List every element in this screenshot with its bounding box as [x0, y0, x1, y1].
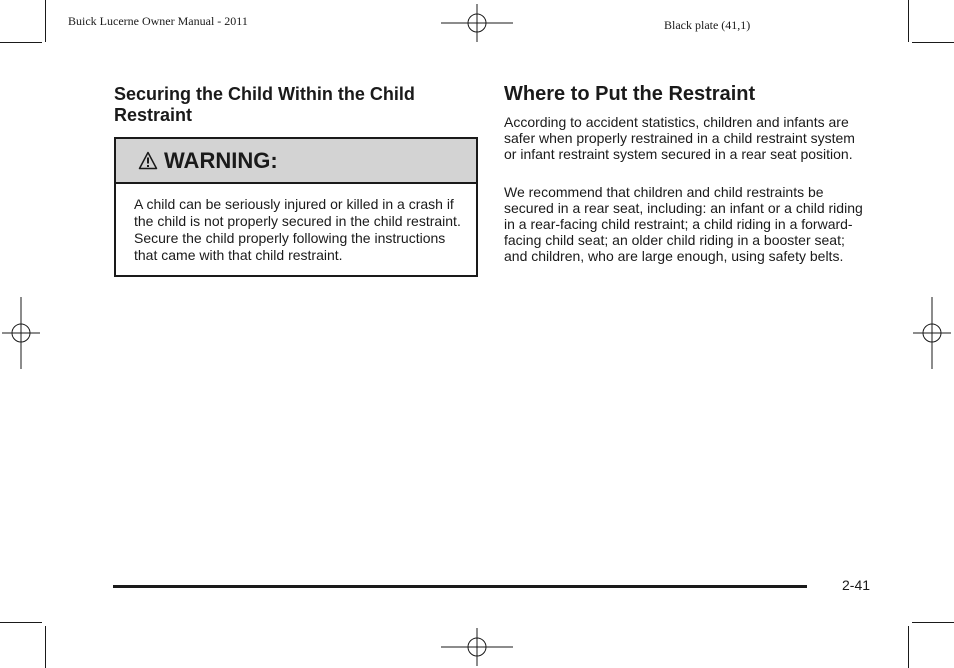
page-number: 2-41	[842, 577, 871, 593]
crop-mark	[908, 626, 909, 668]
crop-mark	[912, 42, 954, 43]
body-paragraph: According to accident statistics, children and infants are safer when properly restrained in a child restraint system or infant restraint system secured in a rear seat position.	[504, 114, 855, 162]
warning-body: A child can be seriously injured or killed in a crash if the child is not properly secured in the child restraint. Secure the child properly following the instructions that came with that child restraint.	[134, 196, 461, 263]
crop-mark	[912, 622, 954, 623]
warning-header	[116, 139, 476, 184]
body-paragraph: We recommend that children and child restraints be secured in a rear seat, including: an infant or a child riding in a rear-facing child restraint; a child riding in a forward-facing child seat; an older child riding in a booster seat; and children, who are large enough, using safety belts.	[504, 184, 863, 264]
registration-mark-icon	[2, 297, 40, 369]
crop-mark	[45, 0, 46, 42]
crop-mark	[0, 42, 42, 43]
crop-mark	[908, 0, 909, 42]
print-header-left: Buick Lucerne Owner Manual - 2011	[68, 14, 248, 28]
footer-rule	[113, 585, 807, 588]
registration-mark-icon	[441, 4, 513, 42]
crop-mark	[0, 622, 42, 623]
crop-mark	[45, 626, 46, 668]
registration-mark-icon	[913, 297, 951, 369]
registration-mark-icon	[441, 628, 513, 666]
warning-title: WARNING:	[164, 147, 278, 173]
warning-triangle-icon	[138, 151, 158, 170]
section-heading: Securing the Child Within the Child Restraint	[114, 84, 415, 125]
print-header-right: Black plate (41,1)	[664, 18, 751, 32]
warning-box	[114, 137, 478, 277]
section-heading: Where to Put the Restraint	[504, 83, 756, 105]
